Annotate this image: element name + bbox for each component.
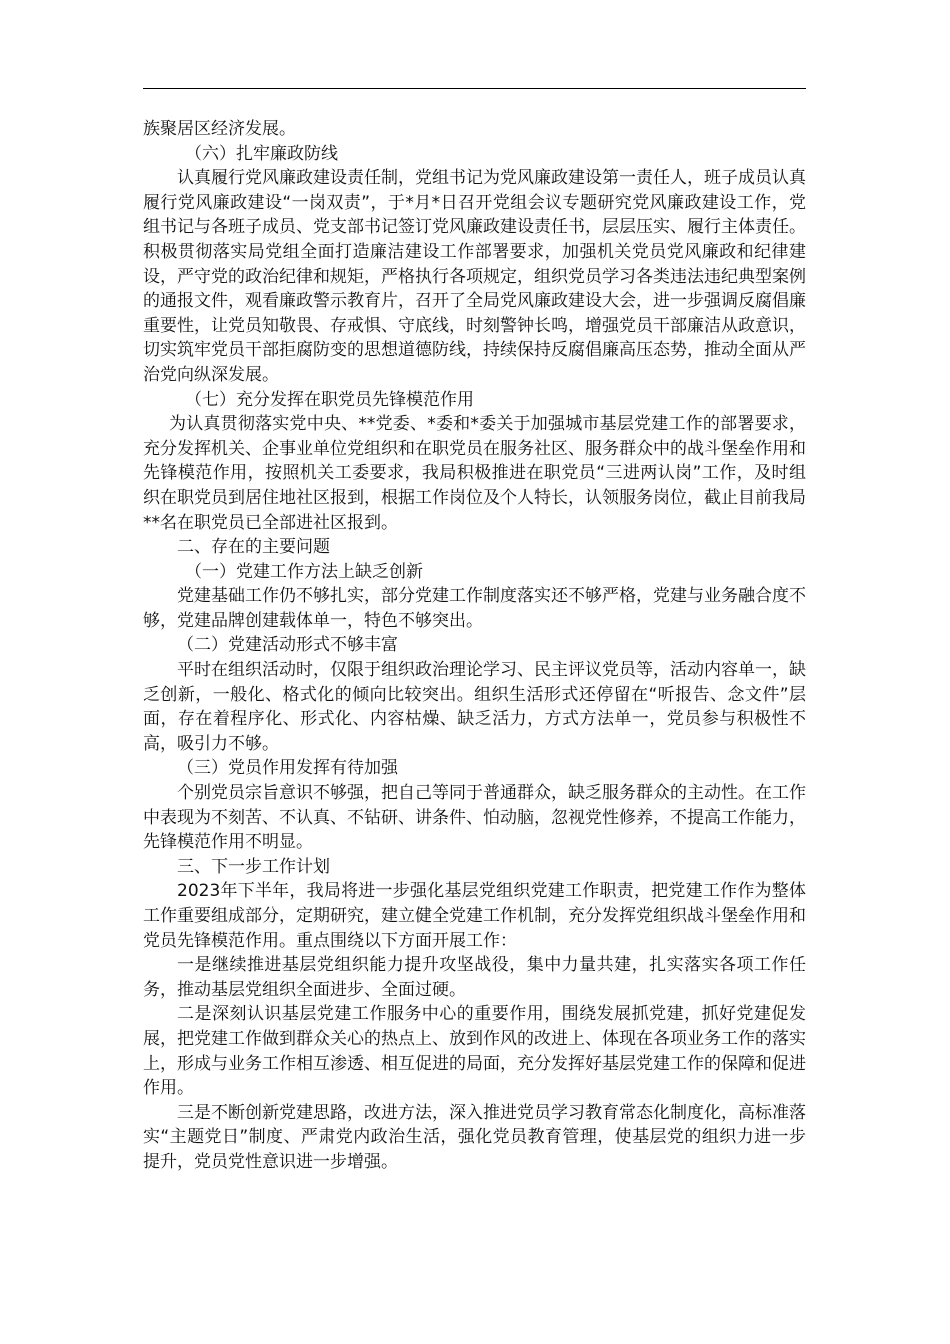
problem-heading-3: （三）党员作用发挥有待加强 xyxy=(177,758,398,779)
paragraph-plan-2: 二是深刻认识基层党建工作服务中心的重要作用，围绕发展抓党建，抓好党建促发展，把党建工作做到群众关心的热点上、放到作风的改进上、体现在各项业务工作的落实上，形成与业务工作相互渗透、相互促进的局面，充分发挥好基层党建工作的保障和促进作用。 xyxy=(143,1004,806,1099)
chapter-heading-problems: 二、存在的主要问题 xyxy=(177,537,330,558)
paragraph-problem-1: 党建基础工作仍不够扎实，部分党建工作制度落实还不够严格，党建与业务融合度不够，党建品牌创建载体单一，特色不够突出。 xyxy=(143,586,806,631)
chapter-heading-plan: 三、下一步工作计划 xyxy=(177,856,330,877)
paragraph-integrity: 认真履行党风廉政建设责任制，党组书记为党风廉政建设第一责任人，班子成员认真履行党风廉政建设“一岗双责”，于*月*日召开党组会议专题研究党风廉政建设工作，党组书记与各班子成员、党支部书记签订党风廉政建设责任书，层层压实、履行主体责任。积极贯彻落实局党组全面打造廉洁建设工作部署要求，加强机关党员党风廉政和纪律建设，严守党的政治纪律和规矩，严格执行各项规定，组织党员学习各类违法违纪典型案例的通报文件，观看廉政警示教育片，召开了全局党风廉政建设大会，进一步强调反腐倡廉重要性，让党员知敬畏、存戒惧、守底线，时刻警钟长鸣，增强党员干部廉洁从政意识，切实筑牢党员干部拒腐防变的思想道德防线，持续保持反腐倡廉高压态势，推动全面从严治党向纵深发展。 xyxy=(143,168,806,385)
paragraph-plan-3: 三是不断创新党建思路，改进方法，深入推进党员学习教育常态化制度化，高标准落实“主题党日”制度、严肃党内政治生活，强化党员教育管理，使基层党的组织力进一步提升，党员党性意识进一步增强。 xyxy=(143,1102,806,1172)
problem-heading-2: （二）党建活动形式不够丰富 xyxy=(177,635,398,656)
paragraph-plan-1: 一是继续推进基层党组织能力提升攻坚战役，集中力量共建，扎实落实各项工作任务，推动基层党组织全面进步、全面过硬。 xyxy=(143,955,806,1000)
paragraph-plan-intro: 2023年下半年，我局将进一步强化基层党组织党建工作职责，把党建工作作为整体工作重要组成部分，定期研究，建立健全党建工作机制，充分发挥党组织战斗堡垒作用和党员先锋模范作用。重点围绕以下方面开展工作： xyxy=(143,881,806,951)
paragraph-continuation: 族聚居区经济发展。 xyxy=(143,119,296,139)
paragraph-members-role: 为认真贯彻落实党中央、**党委、*委和*委关于加强城市基层党建工作的部署要求，充分发挥机关、企事业单位党组织和在职党员在服务社区、服务群众中的战斗堡垒作用和先锋模范作用，按照机关工委要求，我局积极推进在职党员“三进两认岗”工作，及时组织在职党员到居住地社区报到，根据工作岗位及个人特长，认领服务岗位，截止目前我局**名在职党员已全部进社区报到。 xyxy=(143,414,806,533)
problem-heading-1: （一）党建工作方法上缺乏创新 xyxy=(185,561,423,582)
section-heading-6: （六）扎牢廉政防线 xyxy=(185,143,338,164)
paragraph-problem-3: 个别党员宗旨意识不够强，把自己等同于普通群众，缺乏服务群众的主动性。在工作中表现为不刻苦、不认真、不钻研、讲条件、怕动脑，忽视党性修养，不提高工作能力，先锋模范作用不明显。 xyxy=(143,783,806,853)
section-heading-7: （七）充分发挥在职党员先锋模范作用 xyxy=(185,389,474,410)
header-rule xyxy=(143,88,806,89)
document-body xyxy=(143,117,806,1175)
paragraph-problem-2: 平时在组织活动时，仅限于组织政治理论学习、民主评议党员等，活动内容单一，缺乏创新，一般化、格式化的倾向比较突出。组织生活形式还停留在“听报告、念文件”层面，存在着程序化、形式化、内容枯燥、缺乏活力，方式方法单一，党员参与积极性不高，吸引力不够。 xyxy=(143,660,806,754)
